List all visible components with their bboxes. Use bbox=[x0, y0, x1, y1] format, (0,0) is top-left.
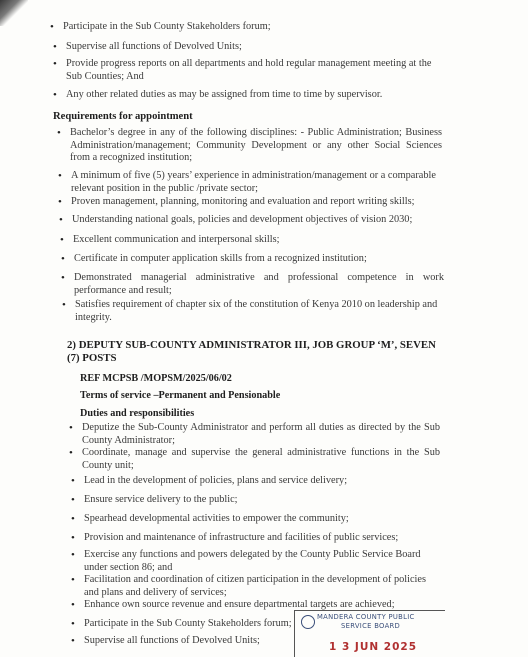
list-item: • Excellent communication and interpersonal skills; bbox=[73, 234, 503, 247]
list-item: • Bachelor’s degree in any of the following disciplines: - Public Administration; Business Administration/management; Community Development or any other Social Sciences from a recognized institution; bbox=[70, 127, 442, 165]
duties-heading: Duties and responsibilities bbox=[80, 408, 195, 419]
list-item: • Demonstrated managerial administrative and professional competence in work performance and result; bbox=[74, 272, 444, 297]
list-item: • Proven management, planning, monitoring and evaluation and report writing skills; bbox=[71, 196, 501, 209]
list-item: • Participate in the Sub County Stakeholders forum; bbox=[84, 618, 294, 631]
stamp-line2: SERVICE BOARD bbox=[341, 622, 401, 630]
list-item: • Provision and maintenance of infrastructure and facilities of public services; bbox=[84, 532, 514, 545]
stamp-date: 1 3 JUN 2025 bbox=[329, 641, 418, 653]
section-heading: 2) DEPUTY SUB-COUNTY ADMINISTRATOR III, JOB GROUP ‘M’, SEVEN (7) POSTS bbox=[67, 339, 436, 364]
coat-of-arms-icon bbox=[301, 615, 315, 629]
list-item: • Supervise all functions of Devolved Units; bbox=[84, 635, 294, 648]
list-item: • Enhance own source revenue and ensure departmental targets are achieved; bbox=[84, 599, 514, 612]
list-item: • Provide progress reports on all departments and hold regular management meeting at the Sub Counties; And bbox=[66, 58, 441, 83]
list-item: • A minimum of five (5) years’ experience in administration/management or a comparable relevant position in the public /private sector; bbox=[71, 170, 443, 195]
list-item: • Deputize the Sub-County Administrator and perform all duties as directed by the Sub County Administrator; bbox=[82, 422, 440, 447]
list-item: • Exercise any functions and powers delegated by the County Public Service Board under section 86; and bbox=[84, 549, 442, 574]
list-item: • Understanding national goals, policies and development objectives of vision 2030; bbox=[72, 214, 502, 227]
list-item: • Ensure service delivery to the public; bbox=[84, 494, 514, 507]
list-item: • Spearhead developmental activities to empower the community; bbox=[84, 513, 514, 526]
list-item: • Participate in the Sub County Stakeholders forum; bbox=[63, 21, 493, 34]
reference-number: REF MCPSB /MOPSM/2025/06/02 bbox=[80, 373, 232, 384]
official-stamp bbox=[294, 610, 445, 657]
list-item: • Facilitation and coordination of citizen participation in the development of policies and plans and delivery of services; bbox=[84, 574, 442, 599]
list-item: • Certificate in computer application skills from a recognized institution; bbox=[74, 253, 504, 266]
list-item: • Any other related duties as may be assigned from time to time by supervisor. bbox=[66, 89, 496, 102]
list-item: • Supervise all functions of Devolved Units; bbox=[66, 41, 496, 54]
terms-of-service: Terms of service –Permanent and Pensionable bbox=[80, 390, 281, 401]
requirements-heading: Requirements for appointment bbox=[53, 111, 193, 122]
stamp-line1: MANDERA COUNTY PUBLIC bbox=[317, 613, 415, 621]
list-item: • Lead in the development of policies, plans and service delivery; bbox=[84, 475, 514, 488]
list-item: • Coordinate, manage and supervise the general administrative functions in the Sub County unit; bbox=[82, 447, 440, 472]
list-item: • Satisfies requirement of chapter six of the constitution of Kenya 2010 on leadership and integrity. bbox=[75, 299, 447, 324]
